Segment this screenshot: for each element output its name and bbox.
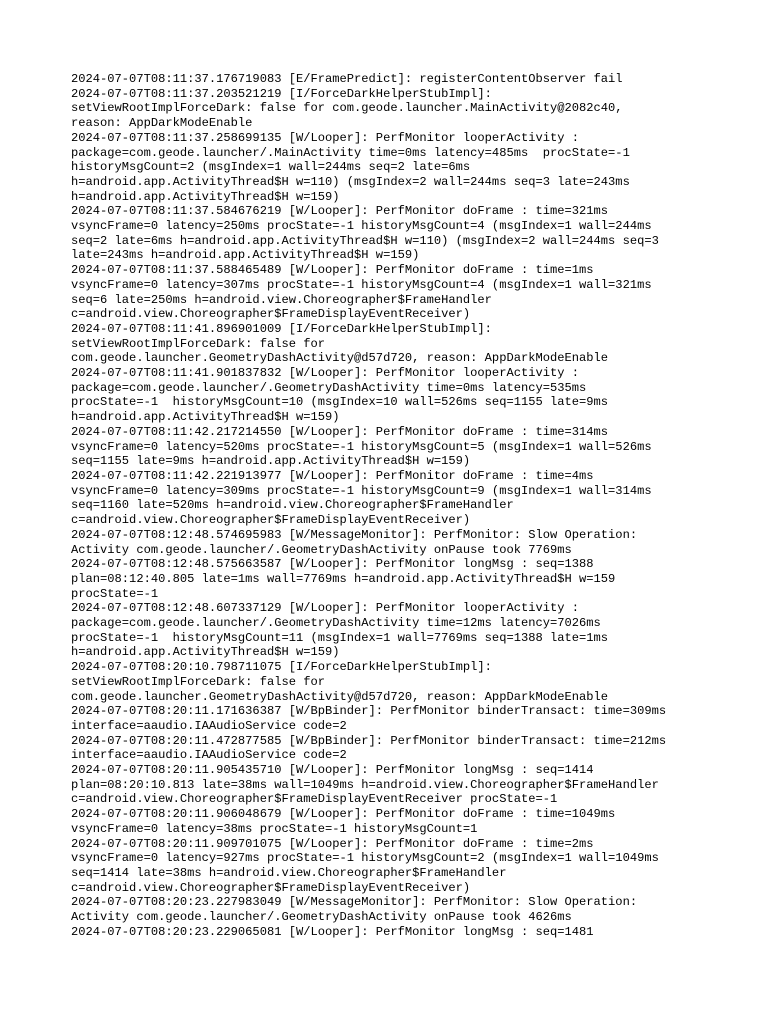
log-line: c=android.view.Choreographer$FrameDisplayEventReceiver) [71,880,471,895]
log-line: 2024-07-07T08:12:48.607337129 [W/Looper]: PerfMonitor looperActivity : [71,601,580,616]
log-line: h=android.app.ActivityThread$H w=159) [71,645,340,660]
log-line: Activity com.geode.launcher/.GeometryDashActivity onPause took 4626ms [71,910,572,925]
log-line: package=com.geode.launcher/.GeometryDashActivity time=0ms latency=535ms [71,380,587,395]
log-line: setViewRootImplForceDark: false for [71,674,326,689]
log-line: 2024-07-07T08:12:48.575663587 [W/Looper]: PerfMonitor longMsg : seq=1388 [71,557,594,572]
log-line: seq=1155 late=9ms h=android.app.ActivityThread$H w=159) [71,454,471,469]
log-line: plan=08:12:40.805 late=1ms wall=7769ms h=android.app.ActivityThread$H w=159 [71,571,616,586]
log-line: Activity com.geode.launcher/.GeometryDashActivity onPause took 7769ms [71,542,572,557]
log-line: vsyncFrame=0 latency=309ms procState=-1 historyMsgCount=9 (msgIndex=1 wall=314ms [71,483,652,498]
log-line: 2024-07-07T08:11:37.258699135 [W/Looper]: PerfMonitor looperActivity : [71,130,580,145]
log-line: c=android.view.Choreographer$FrameDisplayEventReceiver procState=-1 [71,792,558,807]
log-line: h=android.app.ActivityThread$H w=159) [71,410,340,425]
log-line: vsyncFrame=0 latency=927ms procState=-1 historyMsgCount=2 (msgIndex=1 wall=1049ms [71,851,659,866]
log-line: c=android.view.Choreographer$FrameDisplayEventReceiver) [71,513,471,528]
log-line: late=243ms h=android.app.ActivityThread$H w=159) [71,248,420,263]
log-line: seq=1414 late=38ms h=android.view.Choreographer$FrameHandler [71,865,507,880]
log-line: h=android.app.ActivityThread$H w=159) [71,189,340,204]
log-line: com.geode.launcher.GeometryDashActivity@d57d720, reason: AppDarkModeEnable [71,689,609,704]
log-line: 2024-07-07T08:20:11.909701075 [W/Looper]: PerfMonitor doFrame : time=2ms [71,836,594,851]
log-line: vsyncFrame=0 latency=250ms procState=-1 historyMsgCount=4 (msgIndex=1 wall=244ms [71,219,652,234]
log-line: 2024-07-07T08:12:48.574695983 [W/MessageMonitor]: PerfMonitor: Slow Operation: [71,527,638,542]
log-line: seq=6 late=250ms h=android.view.Choreographer$FrameHandler [71,292,492,307]
log-line: interface=aaudio.IAAudioService code=2 [71,748,347,763]
log-line: 2024-07-07T08:11:37.584676219 [W/Looper]: PerfMonitor doFrame : time=321ms [71,204,609,219]
log-line: h=android.app.ActivityThread$H w=110) (msgIndex=2 wall=244ms seq=3 late=243ms [71,174,630,189]
log-line: interface=aaudio.IAAudioService code=2 [71,718,347,733]
log-line: vsyncFrame=0 latency=520ms procState=-1 historyMsgCount=5 (msgIndex=1 wall=526ms [71,439,652,454]
log-line: setViewRootImplForceDark: false for [71,336,326,351]
log-line: procState=-1 historyMsgCount=10 (msgIndex=10 wall=526ms seq=1155 late=9ms [71,395,609,410]
log-line: 2024-07-07T08:20:11.905435710 [W/Looper]: PerfMonitor longMsg : seq=1414 [71,763,594,778]
log-line: historyMsgCount=2 (msgIndex=1 wall=244ms seq=2 late=6ms [71,160,471,175]
log-line: 2024-07-07T08:11:42.221913977 [W/Looper]: PerfMonitor doFrame : time=4ms [71,468,594,483]
log-line: seq=1160 late=520ms h=android.view.Choreographer$FrameHandler [71,498,514,513]
log-text-body [71,72,711,939]
log-line: setViewRootImplForceDark: false for com.geode.launcher.MainActivity@2082c40, [71,101,623,116]
log-line: procState=-1 historyMsgCount=11 (msgIndex=1 wall=7769ms seq=1388 late=1ms [71,630,609,645]
log-line: plan=08:20:10.813 late=38ms wall=1049ms h=android.view.Choreographer$FrameHandler [71,777,659,792]
log-line: seq=2 late=6ms h=android.app.ActivityThread$H w=110) (msgIndex=2 wall=244ms seq=3 [71,233,659,248]
log-line: 2024-07-07T08:20:11.171636387 [W/BpBinder]: PerfMonitor binderTransact: time=309ms [71,704,667,719]
log-line: 2024-07-07T08:11:37.588465489 [W/Looper]: PerfMonitor doFrame : time=1ms [71,263,594,278]
log-line: 2024-07-07T08:20:23.227983049 [W/MessageMonitor]: PerfMonitor: Slow Operation: [71,895,638,910]
log-line: package=com.geode.launcher/.GeometryDashActivity time=12ms latency=7026ms [71,616,601,631]
log-line: vsyncFrame=0 latency=38ms procState=-1 historyMsgCount=1 [71,821,478,836]
log-line: 2024-07-07T08:20:11.906048679 [W/Looper]: PerfMonitor doFrame : time=1049ms [71,807,616,822]
log-line: 2024-07-07T08:20:10.798711075 [I/ForceDarkHelperStubImpl]: [71,660,492,675]
log-line: 2024-07-07T08:20:11.472877585 [W/BpBinder]: PerfMonitor binderTransact: time=212ms [71,733,667,748]
log-line: reason: AppDarkModeEnable [71,116,253,131]
log-line: package=com.geode.launcher/.MainActivity time=0ms latency=485ms procState=-1 [71,145,630,160]
log-line: 2024-07-07T08:11:41.896901009 [I/ForceDarkHelperStubImpl]: [71,321,492,336]
log-line: 2024-07-07T08:20:23.229065081 [W/Looper]: PerfMonitor longMsg : seq=1481 [71,924,594,939]
log-line: 2024-07-07T08:11:41.901837832 [W/Looper]: PerfMonitor looperActivity : [71,366,580,381]
log-line: c=android.view.Choreographer$FrameDisplayEventReceiver) [71,307,471,322]
log-line: 2024-07-07T08:11:37.176719083 [E/FramePredict]: registerContentObserver fail [71,72,623,86]
log-line: com.geode.launcher.GeometryDashActivity@d57d720, reason: AppDarkModeEnable [71,351,609,366]
log-line: 2024-07-07T08:11:42.217214550 [W/Looper]: PerfMonitor doFrame : time=314ms [71,424,609,439]
log-line: vsyncFrame=0 latency=307ms procState=-1 historyMsgCount=4 (msgIndex=1 wall=321ms [71,277,652,292]
log-line: 2024-07-07T08:11:37.203521219 [I/ForceDarkHelperStubImpl]: [71,86,492,101]
log-line: procState=-1 [71,586,159,601]
